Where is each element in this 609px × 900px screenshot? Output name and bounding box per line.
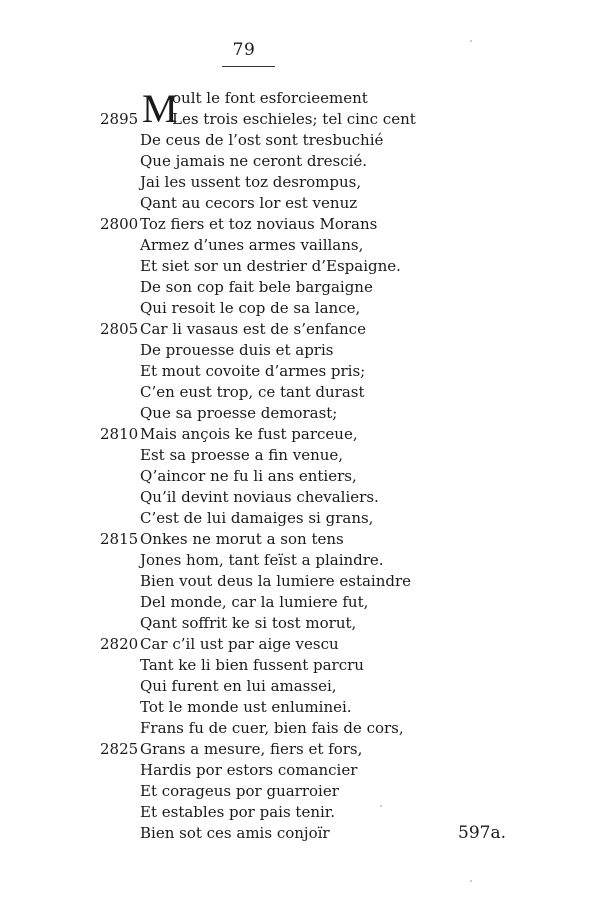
verse-text: Est sa proesse a fin venue,	[140, 446, 344, 464]
verse-text: Les trois eschieles; tel cinc cent	[172, 110, 416, 128]
line-number: 2815	[100, 530, 139, 548]
verse-line	[0, 676, 609, 697]
verse-text: C’en eust trop, ce tant durast	[140, 383, 365, 401]
verse-text: Et mout covoite d’armes pris;	[140, 362, 366, 380]
verse-text: Jai les ussent toz desrompus,	[140, 173, 362, 191]
verse-line	[0, 172, 609, 193]
verse-line	[0, 487, 609, 508]
verse-text: Que jamais ne ceront drescié.	[140, 152, 368, 170]
page-number-rule	[222, 66, 275, 67]
verse-text: C’est de lui damaiges si grans,	[140, 509, 374, 527]
verse-line	[0, 739, 609, 760]
verse-text: Tot le monde ust enluminei.	[140, 698, 352, 716]
verse-block	[0, 88, 609, 844]
verse-text: Frans fu de cuer, bien fais de cors,	[140, 719, 404, 737]
verse-line	[0, 256, 609, 277]
verse-line	[0, 319, 609, 340]
verse-text: Et siet sor un destrier d’Espaigne.	[140, 257, 401, 275]
verse-text: Qu’il devint noviaus chevaliers.	[140, 488, 379, 506]
verse-line	[0, 382, 609, 403]
verse-line	[0, 529, 609, 550]
verse-line	[0, 445, 609, 466]
verse-text: Et corageus por guarroier	[140, 782, 339, 800]
verse-line	[0, 697, 609, 718]
verse-line	[0, 235, 609, 256]
verse-line	[0, 466, 609, 487]
verse-line	[0, 571, 609, 592]
verse-text: Jones hom, tant feïst a plaindre.	[140, 551, 384, 569]
paper-speck	[470, 880, 472, 882]
verse-text: Hardis por estors comancier	[140, 761, 358, 779]
verse-text: Qant au cecors lor est venuz	[140, 194, 358, 212]
verse-text: Qant soffrit ke si tost morut,	[140, 614, 357, 632]
verse-line	[0, 760, 609, 781]
verse-text: Bien sot ces amis conjoïr	[140, 824, 330, 842]
verse-text: Armez d’unes armes vaillans,	[140, 236, 364, 254]
line-number: 2810	[100, 425, 139, 443]
verse-line	[0, 613, 609, 634]
verse-text: oult le font esforcieement	[172, 89, 368, 107]
verse-line	[0, 340, 609, 361]
verse-line	[0, 550, 609, 571]
verse-text: Car li vasaus est de s’enfance	[140, 320, 366, 338]
verse-text: De ceus de l’ost sont tresbuchié	[140, 131, 384, 149]
line-number: 2805	[100, 320, 139, 338]
verse-line	[0, 424, 609, 445]
verse-text: De prouesse duis et apris	[140, 341, 334, 359]
verse-line	[0, 634, 609, 655]
verse-text: Onkes ne morut a son tens	[140, 530, 344, 548]
verse-text: Toz fiers et toz noviaus Morans	[140, 215, 378, 233]
verse-line	[0, 193, 609, 214]
verse-line	[0, 592, 609, 613]
verse-text: Grans a mesure, fiers et fors,	[140, 740, 363, 758]
verse-text: De son cop fait bele bargaigne	[140, 278, 373, 296]
verse-text: Del monde, car la lumiere fut,	[140, 593, 369, 611]
verse-line	[0, 823, 609, 844]
paper-speck	[380, 805, 382, 807]
line-number: 2820	[100, 635, 139, 653]
line-number: 2825	[100, 740, 139, 758]
verse-text: Qui furent en lui amassei,	[140, 677, 337, 695]
verse-line	[0, 214, 609, 235]
verse-line	[0, 130, 609, 151]
line-number: 2895	[100, 110, 139, 128]
verse-line	[0, 361, 609, 382]
paper-speck	[470, 40, 472, 42]
verse-line	[0, 403, 609, 424]
verse-text: Car c’il ust par aige vescu	[140, 635, 339, 653]
verse-text: Tant ke li bien fussent parcru	[140, 656, 364, 674]
verse-text: Bien vout deus la lumiere estaindre	[140, 572, 412, 590]
drop-cap: M	[142, 86, 178, 131]
line-number: 2800	[100, 215, 139, 233]
verse-line	[0, 151, 609, 172]
verse-text: Et estables por pais tenir.	[140, 803, 336, 821]
verse-line	[0, 718, 609, 739]
verse-text: Mais ançois ke fust parceue,	[140, 425, 358, 443]
verse-text: Q’aincor ne fu li ans entiers,	[140, 467, 357, 485]
verse-text: Qui resoit le cop de sa lance,	[140, 299, 361, 317]
verse-line	[0, 802, 609, 823]
verse-line	[0, 298, 609, 319]
verse-line	[0, 508, 609, 529]
verse-line	[0, 109, 609, 130]
page-number: 79	[232, 40, 256, 60]
verse-text: Que sa proesse demorast;	[140, 404, 338, 422]
verse-line	[0, 655, 609, 676]
verse-line	[0, 781, 609, 802]
margin-folio-note: 597a.	[458, 823, 506, 843]
verse-line	[0, 277, 609, 298]
